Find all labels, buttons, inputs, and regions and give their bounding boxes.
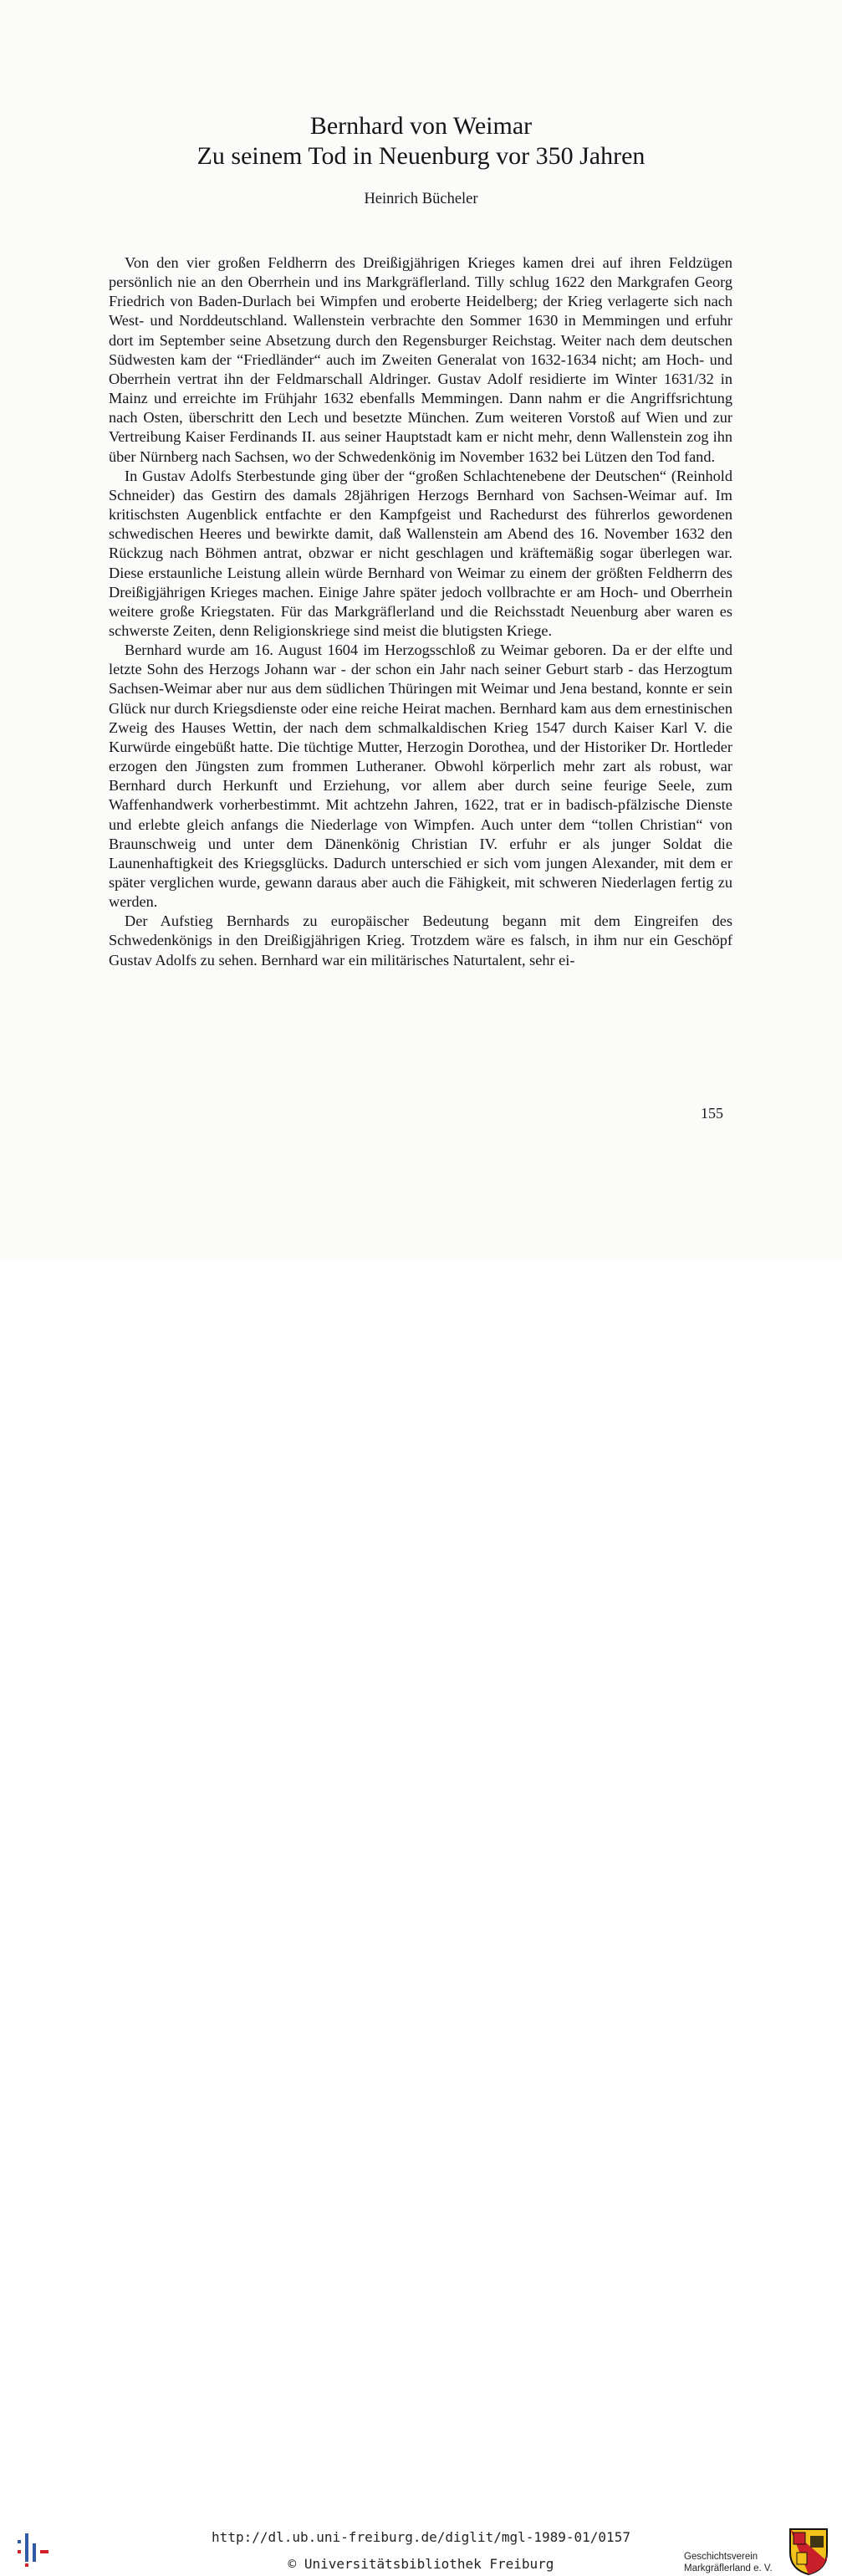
document-page <box>0 0 842 1259</box>
society-name-line2: Markgräflerland e. V. <box>684 2563 773 2573</box>
coat-of-arms-icon[interactable] <box>788 2527 829 2576</box>
article-author: Heinrich Bücheler <box>364 191 478 207</box>
document-url-link[interactable]: http://dl.ub.uni-freiburg.de/diglit/mgl-1989-01/0157 <box>212 2529 630 2545</box>
paragraph: In Gustav Adolfs Sterbestunde ging über der “großen Schlachtenebene der Deutschen“ (Reinhold Schneider) das Gestirn des damals 28jährigen Herzogs Bernhard von Sachsen-Weimar auf. Im kritischsten Augenblick entfachte er den Kampfgeist und Rachedurst des führerlos gewordenen schwedischen Heeres und bewirkte damit, daß Wallenstein am Abend des 16. November 1632 den Rückzug nach Böhmen antrat, obzwar er nicht geschlagen und kräftemäßig sogar überlegen war. Diese erstaunliche Leistung allein würde Bernhard von Weimar zu einem der größten Feldherrn des Dreißigjährigen Krieges machen. Einige Jahre später jedoch vollbrachte er am Hoch- und Oberrhein weitere große Kriegstaten. Für das Markgräflerland und die Reichsstadt Neuenburg aber waren es schwerste Zeiten, denn Religionskriege sind meist die blutigsten Kriege. <box>109 467 732 639</box>
society-name <box>684 2551 773 2574</box>
article-subtitle: Zu seinem Tod in Neuenburg vor 350 Jahren <box>196 142 646 170</box>
society-name-line1: Geschichtsverein <box>684 2552 758 2562</box>
copyright-notice: © Universitätsbibliothek Freiburg <box>288 2556 554 2572</box>
paragraph: Bernhard wurde am 16. August 1604 im Herzogsschloß zu Weimar geboren. Da er der elfte und letzte Sohn des Herzogs Johann war - der schon ein Jahr nach seiner Geburt starb - das Herzogtum Sachsen-Weimar aber nur aus dem südlichen Thüringen mit Weimar und Jena bestand, konnte er sein Glück nur durch Kriegsdienste oder eine reiche Heirat machen. Bernhard kam aus dem ernestinischen Zweig des Hauses Wettin, der nach dem schmalkaldischen Krieg 1547 durch Kaiser Karl V. die Kurwürde eingebüßt hatte. Die tüchtige Mutter, Herzogin Dorothea, und der Historiker Dr. Hortleder erzogen den Jüngsten zum frommen Lutheraner. Obwohl körperlich mehr zart als robust, war Bernhard durch Herkunft und Erziehung, vor allem aber durch seine feurige Seele, zum Waffenhandwerk vorherbestimmt. Mit achtzehn Jahren, 1622, trat er in badisch-pfälzische Dienste und erlebte gleich anfangs die Niederlage von Wimpfen. Auch unter dem “tollen Christian“ von Braunschweig und unter dem Dänenkönig Christian IV. erfuhr er als junger Soldat die Launenhaftigkeit des Kriegsglücks. Dadurch unterschied er sich vom jungen Alexander, mit dem er später verglichen wurde, gewann daraus aber auch die Fähigkeit, mit schweren Niederlagen fertig zu werden. <box>109 641 732 911</box>
paragraph: Von den vier großen Feldherrn des Dreißigjährigen Krieges kamen drei auf ihren Feldzügen persönlich nie an den Oberrhein und ins Markgräflerland. Tilly schlug 1622 den Markgrafen Georg Friedrich von Baden-Durlach bei Wimpfen und eroberte Heidelberg; der Krieg verlagerte sich nach West- und Norddeutschland. Wallenstein verbrachte den Sommer 1630 in Memmingen und erfuhr dort im September seine Absetzung durch den Regensburger Reichstag. Weiter nach dem deutschen Südwesten kam der “Friedländer“ auch im Zweiten Generalat von 1632-1634 nicht; am Hoch- und Oberrhein vertrat ihn der Feldmarschall Aldringer. Gustav Adolf residierte im Winter 1631/32 in Mainz und erreichte im Frühjahr 1632 ebenfalls Memmingen. Dann nahm er die Angriffsrichtung nach Osten, überschritt den Lech und besetzte München. Zum weiteren Vorstoß auf Wien und zur Vertreibung Kaiser Ferdinands II. aus seiner Hauptstadt kam er nicht mehr, denn Wallenstein zog ihn über Nürnberg nach Sachsen, wo der Schwedenkönig im November 1632 bei Lützen den Tod fand. <box>109 254 732 465</box>
page-number: 155 <box>701 1105 723 1122</box>
footer-bar <box>0 1259 842 2573</box>
paragraph: Der Aufstieg Bernhards zu europäischer Bedeutung begann mit dem Eingreifen des Schwedenkönigs in den Dreißigjährigen Krieg. Trotzdem wäre es falsch, in ihm nur ein Geschöpf Gustav Adolfs zu sehen. Bernhard war ein militärisches Naturtalent, sehr ei- <box>109 912 732 969</box>
article-body <box>109 253 732 970</box>
article-title: Bernhard von Weimar <box>309 112 533 140</box>
